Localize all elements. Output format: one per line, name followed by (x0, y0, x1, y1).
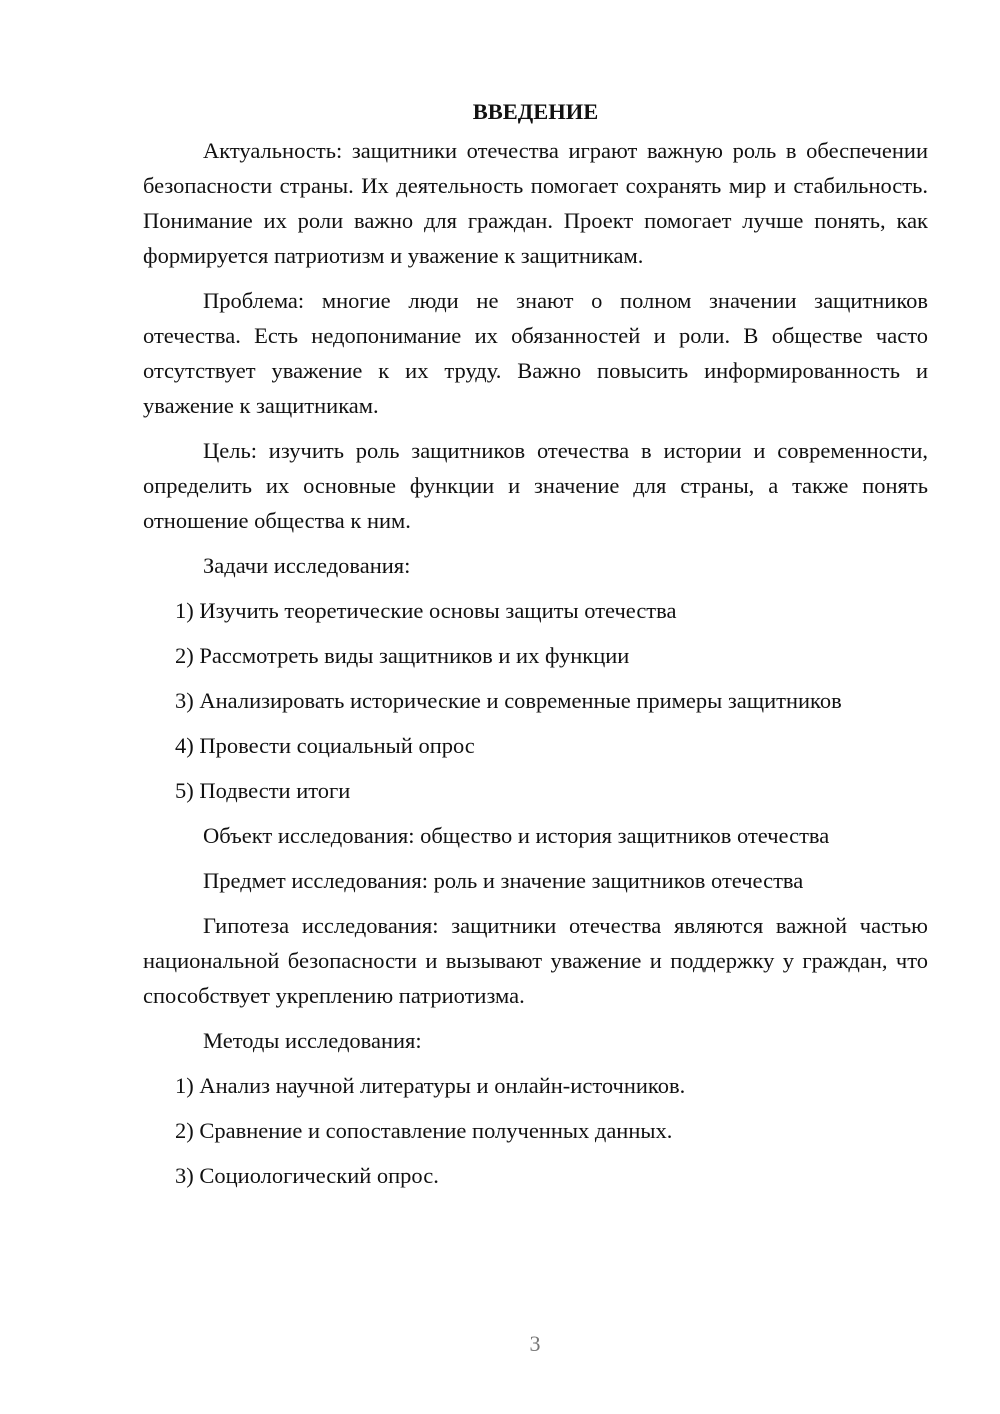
section-title: ВВЕДЕНИЕ (472, 99, 599, 124)
list-item: 5) Подвести итоги (175, 778, 351, 803)
hypothesis-paragraph: Гипотеза исследования: защитники отечества являются важной частью национальной безопасности и вызывают уважение и поддержку у граждан, что способствует укреплению патриотизма. (143, 913, 928, 1008)
list-item: 1) Изучить теоретические основы защиты отечества (175, 598, 677, 623)
goal-paragraph: Цель: изучить роль защитников отечества в истории и современности, определить их основные функции и значение для страны, а также понять отношение общества к ним. (143, 438, 928, 533)
research-subject: Предмет исследования: роль и значение защитников отечества (203, 868, 804, 893)
research-object: Объект исследования: общество и история защитников отечества (203, 823, 830, 848)
page-number: 3 (529, 1331, 541, 1356)
relevance-paragraph: Актуальность: защитники отечества играют важную роль в обеспечении безопасности страны. Их деятельность помогает сохранять мир и стабильность. Понимание их роли важно для граждан. Проект помогает лучше понять, как формируется патриотизм и уважение к защитникам. (143, 138, 928, 268)
list-item: 2) Сравнение и сопоставление полученных данных. (175, 1118, 673, 1143)
list-item: 4) Провести социальный опрос (175, 733, 475, 758)
page-content (143, 94, 928, 1203)
tasks-heading: Задачи исследования: (203, 553, 411, 578)
tasks-list (143, 593, 928, 808)
methods-heading: Методы исследования: (203, 1028, 422, 1053)
methods-list (143, 1068, 928, 1193)
problem-paragraph: Проблема: многие люди не знают о полном значении защитников отечества. Есть недопонимание их обязанностей и роли. В обществе часто отсутствует уважение к их труду. Важно повысить информированность и уважение к защитникам. (143, 288, 928, 418)
list-item: 3) Социологический опрос. (175, 1163, 439, 1188)
list-item: 2) Рассмотреть виды защитников и их функции (175, 643, 630, 668)
list-item: 1) Анализ научной литературы и онлайн-источников. (175, 1073, 686, 1098)
list-item: 3) Анализировать исторические и современные примеры защитников (175, 688, 842, 713)
